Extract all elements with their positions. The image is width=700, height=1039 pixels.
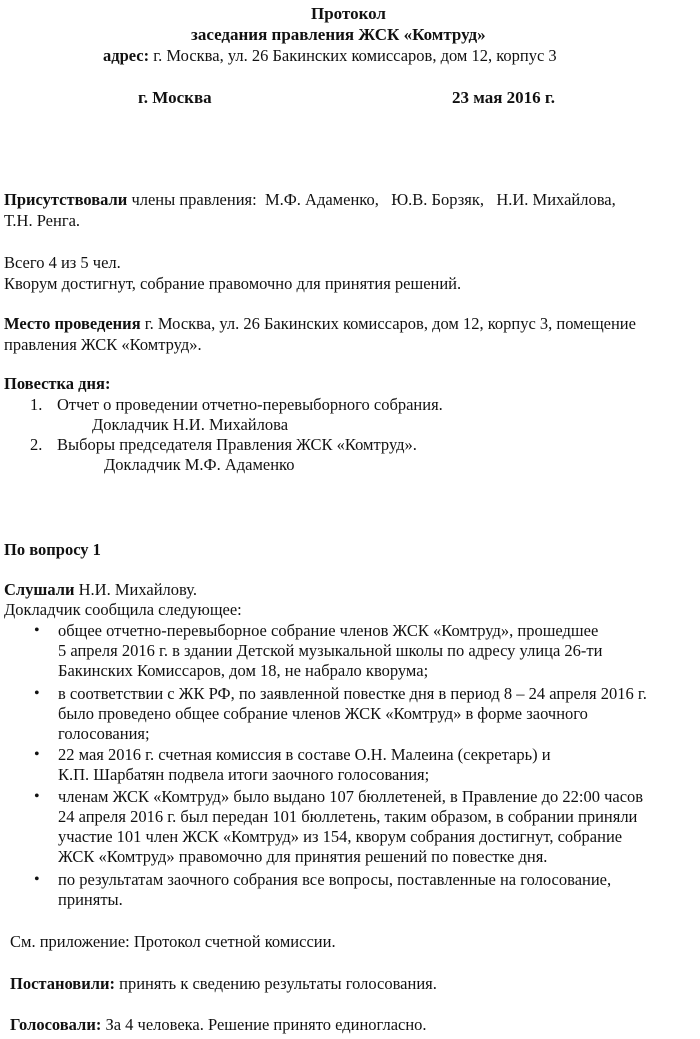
attendance-quorum: Кворум достигнут, собрание правомочно для принятия решений. [4, 274, 462, 293]
resolved-value: принять к сведению результаты голосования. [115, 974, 437, 993]
attendance-total: Всего 4 из 5 чел. [4, 253, 121, 272]
bullet-1-line-2: 5 апреля 2016 г. в здании Детской музыкальной школы по адресу улица 26-ти [58, 641, 603, 660]
bullet-4-line-1: членам ЖСК «Комтруд» было выдано 107 бюллетеней, в Правление до 22:00 часов [58, 787, 644, 806]
bullet-2-line-3: голосования; [58, 724, 150, 743]
address-value: г. Москва, ул. 26 Бакинских комиссаров, дом 12, корпус 3 [149, 46, 557, 65]
document-city: г. Москва [138, 88, 212, 107]
agenda-heading: Повестка дня: [4, 374, 111, 393]
voted-line [10, 1015, 427, 1035]
bullet-2-line-2: было проведено общее собрание членов ЖСК «Комтруд» в форме заочного [58, 704, 588, 723]
bullet-3-line-1: 22 мая 2016 г. счетная комиссия в составе О.Н. Малеина (секретарь) и [58, 745, 551, 764]
agenda-item-1-text: Отчет о проведении отчетно-перевыборного собрания. [57, 395, 443, 414]
venue-line-1 [4, 314, 636, 334]
speaker-intro: Докладчик сообщила следующее: [4, 600, 242, 619]
attendance-members: члены правления: М.Ф. Адаменко, Ю.В. Борзяк, Н.И. Михайлова, [127, 190, 616, 209]
venue-value: г. Москва, ул. 26 Бакинских комиссаров, дом 12, корпус 3, помещение [140, 314, 636, 333]
address-label: адрес: [103, 46, 150, 65]
heard-label: Слушали [4, 580, 75, 599]
resolved-line [10, 974, 437, 994]
attendance-label: Присутствовали [4, 190, 128, 209]
bullet-3-line-2: К.П. Шарбатян подвела итоги заочного голосования; [58, 765, 430, 784]
question-heading: По вопросу 1 [4, 540, 101, 559]
bullet-marker: • [34, 622, 40, 639]
bullet-1-line-3: Бакинских Комиссаров, дом 18, не набрало кворума; [58, 661, 429, 680]
heard-line [4, 580, 197, 600]
bullet-marker: • [34, 746, 40, 763]
agenda-item-2-speaker: Докладчик М.Ф. Адаменко [104, 455, 295, 474]
bullet-4-line-3: участие 101 член ЖСК «Комтруд» из 154, кворум собрания достигнут, собрание [58, 827, 623, 846]
agenda-item-2-text: Выборы председателя Правления ЖСК «Комтруд». [57, 435, 417, 454]
bullet-marker: • [34, 871, 40, 888]
document-date: 23 мая 2016 г. [452, 88, 555, 107]
resolved-label: Постановили: [10, 974, 115, 993]
bullet-1-line-1: общее отчетно-перевыборное собрание членов ЖСК «Комтруд», прошедшее [58, 621, 599, 640]
bullet-5-line-1: по результатам заочного собрания все вопросы, поставленные на голосование, [58, 870, 612, 889]
voted-value: За 4 человека. Решение принято единогласно. [101, 1015, 427, 1034]
agenda-item-1-number: 1. [30, 395, 43, 414]
document-address [103, 46, 557, 66]
heard-value: Н.И. Михайлову. [74, 580, 197, 599]
bullet-5-line-2: приняты. [58, 890, 123, 909]
bullet-4-line-2: 24 апреля 2016 г. был передан 101 бюллетень, таким образом, в собрании приняли [58, 807, 638, 826]
document-subtitle: заседания правления ЖСК «Комтруд» [191, 25, 486, 44]
agenda-item-2-number: 2. [30, 435, 43, 454]
venue-label: Место проведения [4, 314, 141, 333]
venue-line-2: правления ЖСК «Комтруд». [4, 335, 202, 354]
bullet-4-line-4: ЖСК «Комтруд» правомочно для принятия решений по повестке дня. [58, 847, 548, 866]
bullet-2-line-1: в соответствии с ЖК РФ, по заявленной повестке дня в период 8 – 24 апреля 2016 г. [58, 684, 647, 703]
bullet-marker: • [34, 685, 40, 702]
document-title: Протокол [311, 4, 386, 23]
voted-label: Голосовали: [10, 1015, 102, 1034]
attendance-line-1 [4, 190, 616, 210]
agenda-item-1-speaker: Докладчик Н.И. Михайлова [92, 415, 289, 434]
bullet-marker: • [34, 788, 40, 805]
attendance-line-2: Т.Н. Ренга. [4, 211, 81, 230]
appendix-note: См. приложение: Протокол счетной комиссии. [10, 932, 336, 951]
